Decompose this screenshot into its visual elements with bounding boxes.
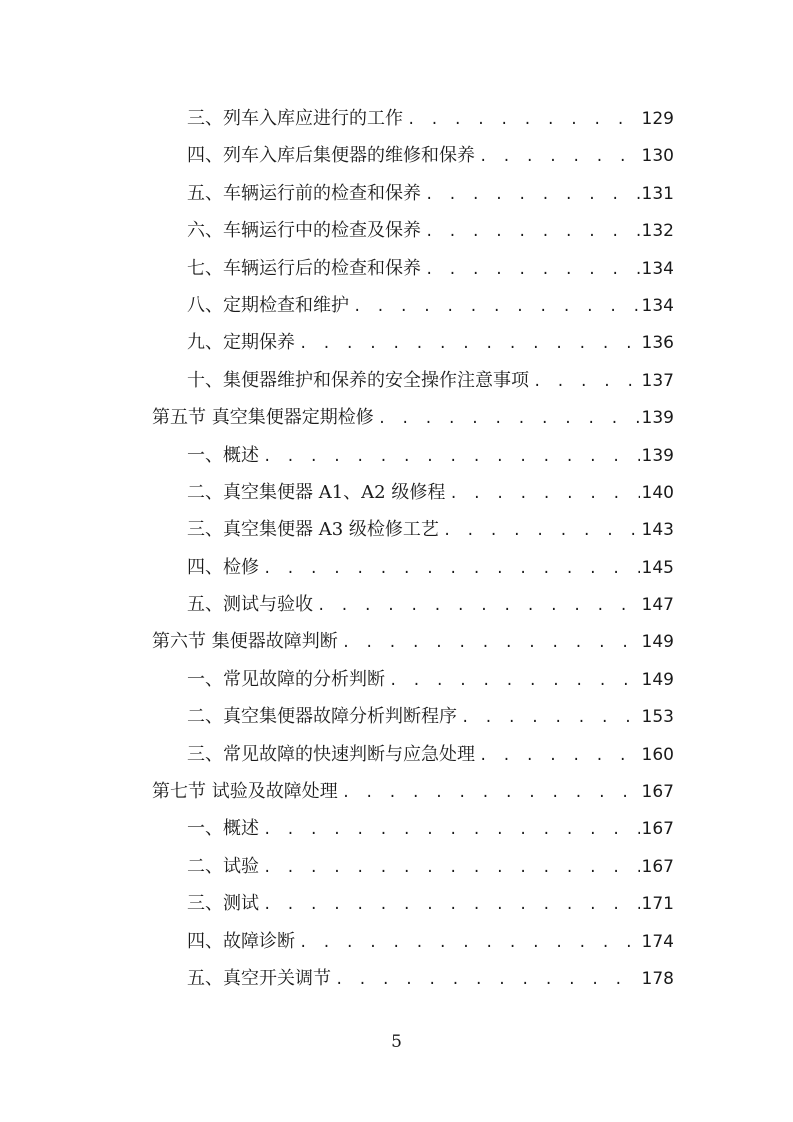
toc-dot-leader — [425, 214, 640, 251]
toc-entry[interactable] — [152, 848, 674, 885]
toc-entry-label: 第六节 集便器故障判断 — [152, 631, 338, 653]
toc-entry[interactable] — [152, 399, 674, 436]
toc-entry[interactable] — [152, 362, 674, 399]
toc-entry[interactable] — [152, 661, 674, 698]
toc-entry-label: 二、试验 — [187, 855, 259, 877]
toc-entry-page: 139 — [641, 445, 674, 466]
toc-entry-page: 134 — [641, 258, 674, 279]
toc-entry-label: 五、车辆运行前的检查和保养 — [187, 182, 421, 204]
toc-dot-leader — [425, 252, 640, 289]
toc-dot-leader — [425, 177, 640, 214]
toc-entry-page: 132 — [641, 221, 674, 242]
toc-dot-leader — [353, 289, 640, 326]
toc-entry-label: 六、车辆运行中的检查及保养 — [187, 220, 421, 242]
toc-entry-label: 九、定期保养 — [187, 332, 295, 354]
toc-entry-page: 143 — [641, 520, 674, 541]
toc-entry-page: 134 — [641, 295, 674, 316]
toc-entry-label: 八、定期检查和维护 — [187, 294, 349, 316]
toc-entry-label: 第七节 试验及故障处理 — [152, 781, 338, 803]
toc-entry[interactable] — [152, 810, 674, 847]
toc-entry[interactable] — [152, 212, 674, 249]
table-of-contents — [152, 100, 674, 997]
toc-dot-leader — [407, 102, 640, 139]
toc-entry-label: 三、真空集便器 A3 级检修工艺 — [187, 519, 439, 541]
toc-dot-leader — [533, 364, 640, 401]
toc-entry-label: 三、常见故障的快速判断与应急处理 — [187, 743, 475, 765]
toc-entry-label: 七、车辆运行后的检查和保养 — [187, 257, 421, 279]
toc-dot-leader — [263, 551, 640, 588]
toc-entry-page: 149 — [641, 632, 674, 653]
toc-entry[interactable] — [152, 437, 674, 474]
toc-entry-page: 129 — [641, 109, 674, 129]
toc-entry-label: 三、测试 — [187, 893, 259, 915]
toc-entry[interactable] — [152, 736, 674, 773]
toc-entry-page: 167 — [641, 819, 674, 840]
toc-entry-label: 一、概述 — [187, 444, 259, 466]
toc-entry-page: 137 — [641, 370, 674, 391]
toc-entry[interactable] — [152, 623, 674, 660]
toc-entry[interactable] — [152, 773, 674, 810]
toc-entry-page: 136 — [641, 333, 674, 354]
toc-dot-leader — [461, 700, 640, 737]
toc-dot-leader — [263, 887, 640, 924]
toc-entry-page: 178 — [641, 968, 674, 989]
toc-entry[interactable] — [152, 175, 674, 212]
toc-entry-label: 四、检修 — [187, 556, 259, 578]
toc-entry-label: 五、测试与验收 — [187, 594, 313, 616]
toc-entry-page: 145 — [641, 557, 674, 578]
toc-entry[interactable] — [152, 137, 674, 174]
toc-dot-leader — [479, 738, 640, 775]
toc-entry-page: 147 — [641, 595, 674, 616]
toc-entry-label: 五、真空开关调节 — [187, 967, 331, 989]
toc-entry[interactable] — [152, 549, 674, 586]
toc-dot-leader — [335, 962, 640, 999]
toc-entry[interactable] — [152, 923, 674, 960]
toc-entry-page: 130 — [641, 146, 674, 167]
toc-dot-leader — [299, 326, 640, 363]
toc-entry-label: 二、真空集便器故障分析判断程序 — [187, 706, 457, 728]
toc-entry[interactable] — [152, 885, 674, 922]
toc-dot-leader — [389, 663, 640, 700]
toc-entry-label: 一、常见故障的分析判断 — [187, 668, 385, 690]
toc-dot-leader — [299, 925, 640, 962]
toc-entry-page: 167 — [641, 782, 674, 803]
toc-dot-leader — [263, 439, 640, 476]
toc-dot-leader — [449, 476, 639, 513]
toc-dot-leader — [378, 401, 640, 438]
page-number: 5 — [391, 1032, 402, 1052]
toc-dot-leader — [263, 812, 640, 849]
toc-entry-page: 149 — [641, 669, 674, 690]
toc-entry-label: 一、概述 — [187, 818, 259, 840]
toc-entry-page: 174 — [641, 931, 674, 952]
toc-entry[interactable] — [152, 287, 674, 324]
toc-entry[interactable] — [152, 960, 674, 997]
toc-entry-page: 160 — [641, 744, 674, 765]
toc-dot-leader — [342, 625, 640, 662]
toc-entry[interactable] — [152, 100, 674, 137]
toc-entry-label: 二、真空集便器 A1、A2 级修程 — [187, 481, 446, 503]
toc-entry-label: 第五节 真空集便器定期检修 — [152, 407, 374, 429]
toc-entry-page: 171 — [641, 894, 674, 915]
toc-dot-leader — [342, 775, 640, 812]
toc-entry-label: 十、集便器维护和保养的安全操作注意事项 — [187, 369, 529, 391]
toc-entry[interactable] — [152, 324, 674, 361]
toc-entry[interactable] — [152, 250, 674, 287]
toc-entry-label: 四、故障诊断 — [187, 930, 295, 952]
toc-entry-label: 三、列车入库应进行的工作 — [187, 108, 403, 129]
toc-dot-leader — [263, 850, 640, 887]
toc-dot-leader — [317, 588, 640, 625]
toc-entry-page: 167 — [641, 856, 674, 877]
toc-entry-label: 四、列车入库后集便器的维修和保养 — [187, 145, 475, 167]
toc-entry-page: 139 — [641, 408, 674, 429]
toc-dot-leader — [479, 139, 640, 176]
toc-entry-page: 131 — [641, 183, 674, 204]
toc-entry[interactable] — [152, 511, 674, 548]
toc-entry-page: 153 — [641, 707, 674, 728]
toc-entry-page: 140 — [641, 482, 674, 503]
toc-dot-leader — [443, 513, 640, 550]
toc-entry[interactable] — [152, 698, 674, 735]
toc-entry[interactable] — [152, 586, 674, 623]
toc-entry[interactable] — [152, 474, 674, 511]
